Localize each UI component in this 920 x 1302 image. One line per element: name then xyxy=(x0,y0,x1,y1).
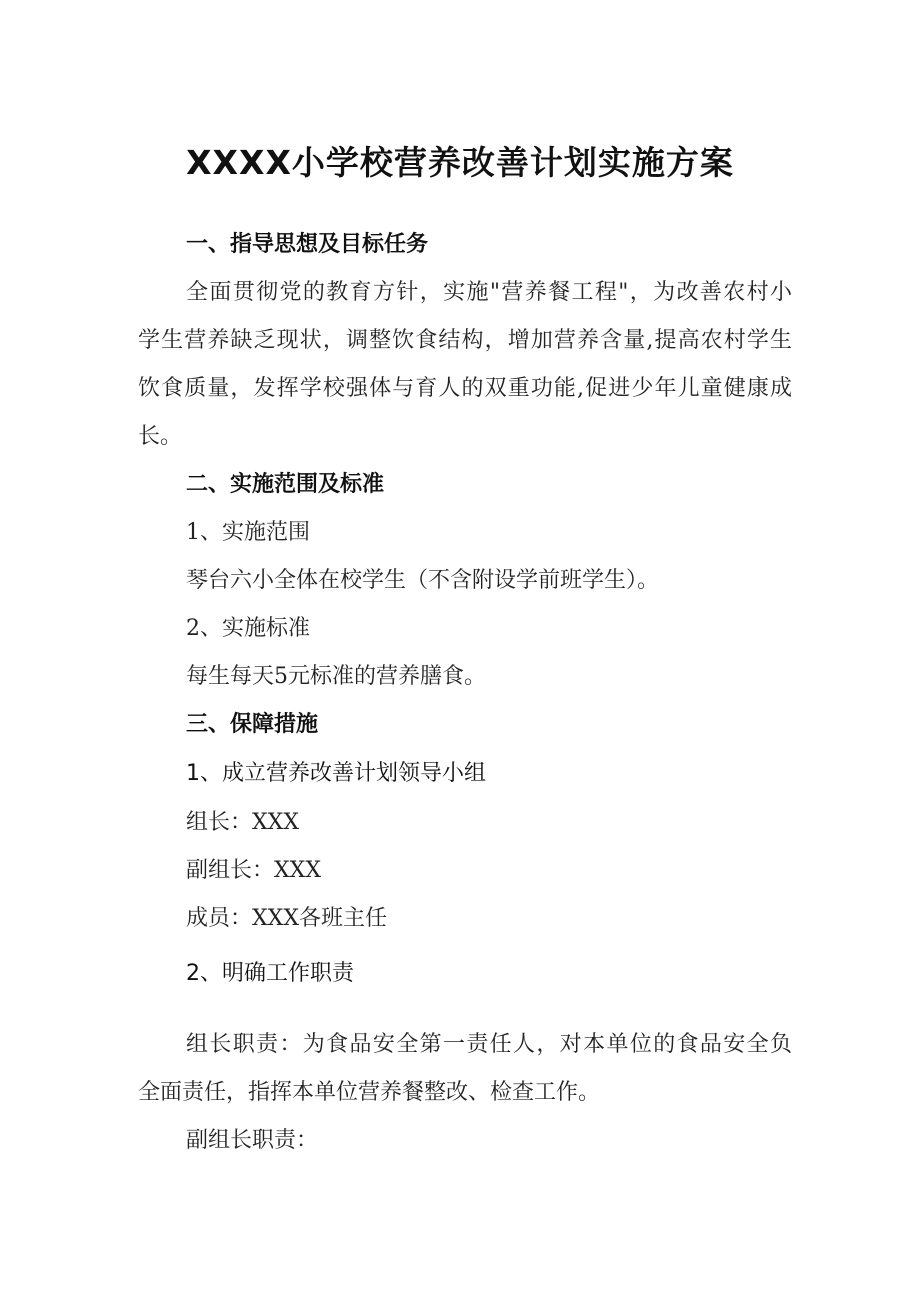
section-2-heading: 二、实施范围及标准 xyxy=(186,472,385,497)
leader-duty-line-2: 全面责任，指挥本单位营养餐整改、检查工作。 xyxy=(138,1080,601,1105)
leader-duty-line-1: 组长职责：为食品安全第一责任人，对本单位的食品安全负 xyxy=(186,1032,792,1057)
section-1-para-line-1: 全面贯彻党的教育方针，实施"营养餐工程"，为改善农村小 xyxy=(186,280,792,305)
section-2-sub-2-heading: 2、实施标准 xyxy=(186,616,310,641)
members-line: 成员：XXX各班主任 xyxy=(186,906,387,931)
leader-line: 组长：XXX xyxy=(186,810,299,835)
section-1-para-line-3: 饮食质量，发挥学校强体与育人的双重功能,促进少年儿童健康成 xyxy=(138,376,792,401)
deputy-leader-line: 副组长：XXX xyxy=(186,858,321,883)
section-1-heading: 一、指导思想及目标任务 xyxy=(186,232,429,257)
section-3-sub-1-heading: 1、成立营养改善计划领导小组 xyxy=(186,761,486,786)
section-2-sub-1-heading: 1、实施范围 xyxy=(186,520,310,545)
section-1-para-line-2: 学生营养缺乏现状，调整饮食结构，增加营养含量,提高农村学生 xyxy=(138,328,792,353)
section-1-para-line-4: 长。 xyxy=(138,424,183,449)
deputy-duty-line: 副组长职责： xyxy=(186,1128,319,1153)
section-2-sub-1-text: 琴台六小全体在校学生（不含附设学前班学生）。 xyxy=(186,568,660,593)
section-3-heading: 三、保障措施 xyxy=(186,712,319,737)
section-3-sub-2-heading: 2、明确工作职责 xyxy=(186,961,354,986)
document-title: XXXX小学校营养改善计划实施方案 xyxy=(186,143,734,183)
section-2-sub-2-text: 每生每天5元标准的营养膳食。 xyxy=(186,664,486,689)
